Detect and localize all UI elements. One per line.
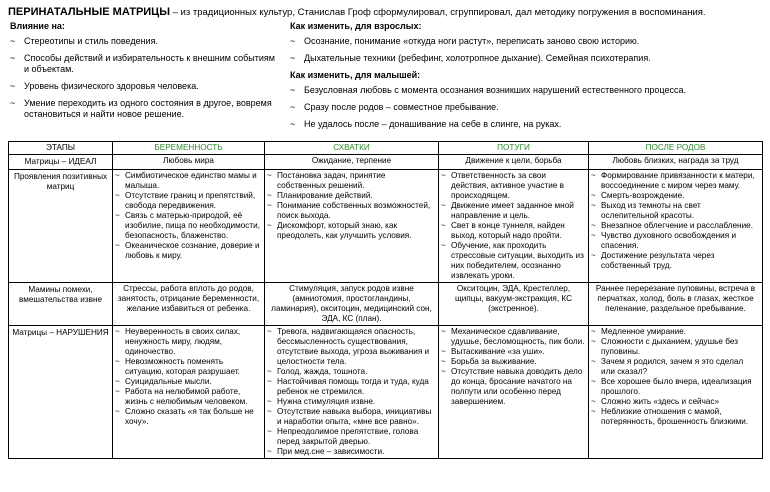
- list-item: ~ Дыхательные техники (ребефинг, холотропное дыхание). Семейная психотерапия.: [290, 53, 651, 63]
- row-label-positive: Проявления позитивных матриц: [9, 170, 113, 283]
- list-item: ~ Сложно сказать «я так больше не хочу».: [115, 407, 254, 426]
- list-item: ~ Способы действий и избирательность к внешним событиям и объектам.: [10, 53, 275, 74]
- table-cell: [439, 326, 589, 459]
- table-cell: [113, 170, 265, 283]
- tilde-bullet-icon: ~: [115, 241, 120, 250]
- row-label-ideal: Матрицы – ИДЕАЛ: [9, 155, 113, 170]
- tilde-bullet-icon: ~: [267, 407, 272, 416]
- list-item: ~ Неуверенность в своих силах, ненужность миру, людям, одиночество.: [115, 327, 241, 356]
- list-item: ~ Тревога, надвигающаяся опасность, бессмысленность существования, отсутствие выхода, угроза выживания и целостности тела.: [267, 327, 430, 366]
- table-cell: [113, 326, 265, 459]
- tilde-bullet-icon: ~: [591, 251, 596, 260]
- tilde-bullet-icon: ~: [441, 357, 446, 366]
- list-item: ~ Внезапное облегчение и расслабление.: [591, 221, 753, 230]
- list-item: ~ Умение переходить из одного состояния в другое, вовремя остановиться и найти новое решение.: [10, 98, 272, 119]
- adults-list: [290, 36, 760, 64]
- list-item: ~ Планирование действий.: [267, 191, 373, 200]
- influence-list: [10, 36, 282, 120]
- tilde-bullet-icon: ~: [591, 337, 596, 346]
- tilde-bullet-icon: ~: [591, 407, 596, 416]
- tilde-bullet-icon: ~: [591, 201, 596, 210]
- column-header-pregnancy: БЕРЕМЕННОСТЬ: [113, 142, 265, 155]
- table-cell: Стрессы, работа вплоть до родов, занятость, отрицание беременности, желание избавиться от ребенка.: [113, 283, 265, 326]
- list-item: ~ Отсутствие навыка выбора, инициативы и наработки опыта, «мне все равно».: [267, 407, 432, 426]
- list-item: ~ Обучение, как проходить стрессовые ситуации, выходить из них победителем, осознанно извлекать уроки.: [441, 241, 584, 280]
- tilde-bullet-icon: ~: [591, 171, 596, 180]
- table-cell: Стимуляция, запуск родов извне (амниотомия, простогландины, ламинария), окситоцин, медицинский сон, ЭДА, КС (план).: [265, 283, 439, 326]
- column-header-contractions: СХВАТКИ: [265, 142, 439, 155]
- table-row-ideal: [9, 155, 763, 170]
- tilde-bullet-icon: ~: [441, 171, 446, 180]
- list-item: ~ Отсутствие навыка доводить дело до конца, бросание начатого на полпути или особенно перед завершением.: [441, 367, 583, 406]
- list-item: ~ Суицидальные мысли.: [115, 377, 212, 386]
- list-item: ~ Симбиотическое единство мамы и малыша.: [115, 171, 257, 190]
- tilde-bullet-icon: ~: [115, 357, 120, 366]
- tilde-bullet-icon: ~: [441, 221, 446, 230]
- list-item: ~ Сложности с дыханием, удушье без пуповины.: [591, 337, 738, 356]
- tilde-bullet-icon: ~: [441, 347, 446, 356]
- cell-list: [591, 327, 759, 427]
- table-cell: Ожидание, терпение: [265, 155, 439, 170]
- cell-list: [441, 327, 585, 407]
- tilde-bullet-icon: ~: [441, 327, 446, 336]
- list-item: ~ Вытаскивание «за уши».: [441, 347, 545, 356]
- tilde-bullet-icon: ~: [441, 367, 446, 376]
- list-item: ~ Достижение результата через собственный труд.: [591, 251, 715, 270]
- tilde-bullet-icon: ~: [441, 241, 446, 250]
- list-item: ~ Голод, жажда, тошнота.: [267, 367, 368, 376]
- list-item: ~ Стереотипы и стиль поведения.: [10, 36, 158, 46]
- kids-heading: Как изменить, для малышей:: [290, 70, 421, 80]
- tilde-bullet-icon: ~: [267, 397, 272, 406]
- list-item: ~ Отсутствие границ и препятствий, свобода передвижения.: [115, 191, 256, 210]
- list-item: ~ Механическое сдавливание, удушье, бесломощность, пик боли.: [441, 327, 585, 346]
- list-item: ~ При мед.сне – зависимости.: [267, 447, 385, 456]
- tilde-bullet-icon: ~: [267, 221, 272, 230]
- tilde-bullet-icon: ~: [591, 221, 596, 230]
- tilde-bullet-icon: ~: [267, 367, 272, 376]
- tilde-bullet-icon: ~: [267, 171, 272, 180]
- list-item: ~ Зачем я родился, зачем я это сделал или сказал?: [591, 357, 744, 376]
- cell-list: [267, 327, 435, 457]
- list-item: ~ Свет в конце туннеля, найден выход, который надо пройти.: [441, 221, 565, 240]
- table-cell: Любовь мира: [113, 155, 265, 170]
- tilde-bullet-icon: ~: [591, 231, 596, 240]
- list-item: ~ Неблизкие отношения с мамой, потерянность, брошенность близкими.: [591, 407, 749, 426]
- tilde-bullet-icon: ~: [115, 211, 120, 220]
- list-item: ~ Невозможность поменять ситуацию, которая разрушает.: [115, 357, 240, 376]
- page-title: ПЕРИНАТАЛЬНЫЕ МАТРИЦЫ: [8, 6, 170, 18]
- tilde-bullet-icon: ~: [10, 36, 16, 46]
- list-item: ~ Безусловная любовь с момента осознания возникших нарушений естественного процесса.: [290, 85, 686, 95]
- table-cell: [589, 326, 763, 459]
- list-item: ~ Не удалось после – донашивание на себе в слинге, на руках.: [290, 119, 562, 129]
- cell-list: [115, 327, 261, 427]
- tilde-bullet-icon: ~: [441, 201, 446, 210]
- table-cell: Движение к цели, борьба: [439, 155, 589, 170]
- list-item: ~ Сложно жить «здесь и сейчас»: [591, 397, 720, 406]
- page-subtitle: – из традиционных культур, Станислав Гроф сформулировал, сгруппировал, дал методику погружения в воспоминания.: [170, 7, 706, 18]
- table-row-disorders: [9, 326, 763, 459]
- list-item: ~ Все хорошее было вчера, идеализация прошлого.: [591, 377, 752, 396]
- row-label-interference: Мамины помехи, вмешательства извне: [9, 283, 113, 326]
- table-cell: Раннее перерезание пуповины, встреча в перчатках, холод, боль в глазах, жесткое пеленание, раздельное пребывание.: [589, 283, 763, 326]
- list-item: ~ Формирование привязанности к матери, воссоединение с миром через маму.: [591, 171, 755, 190]
- kids-list: [290, 85, 760, 130]
- tilde-bullet-icon: ~: [290, 36, 296, 46]
- tilde-bullet-icon: ~: [115, 377, 120, 386]
- influence-heading: Влияние на:: [10, 21, 65, 31]
- tilde-bullet-icon: ~: [115, 191, 120, 200]
- intro-section: [8, 21, 762, 143]
- tilde-bullet-icon: ~: [591, 191, 596, 200]
- list-item: ~ Борьба за выживание.: [441, 357, 537, 366]
- table-cell: Окситоцин, ЭДА, Крестеллер, щипцы, вакуум-экстракция, КС (экстренное).: [439, 283, 589, 326]
- list-item: ~ Уровень физического здоровья человека.: [10, 81, 199, 91]
- cell-list: [591, 171, 759, 271]
- tilde-bullet-icon: ~: [115, 407, 120, 416]
- cell-list: [267, 171, 435, 241]
- table-row-interference: [9, 283, 763, 326]
- row-label-disorders: Матрицы – НАРУШЕНИЯ: [9, 326, 113, 459]
- list-item: ~ Понимание собственных возможностей, поиск выхода.: [267, 201, 431, 220]
- tilde-bullet-icon: ~: [267, 377, 272, 386]
- list-item: ~ Смерть-возрождение.: [591, 191, 685, 200]
- tilde-bullet-icon: ~: [290, 85, 296, 95]
- influence-block: [10, 21, 282, 126]
- list-item: ~ Чувство духовного освобождения и спасения.: [591, 231, 737, 250]
- list-item: ~ Работа на нелюбимой работе, жизнь с нелюбимым человеком.: [115, 387, 248, 406]
- tilde-bullet-icon: ~: [10, 98, 16, 108]
- tilde-bullet-icon: ~: [591, 327, 596, 336]
- adults-heading: Как изменить, для взрослых:: [290, 21, 422, 31]
- column-header-pushing: ПОТУГИ: [439, 142, 589, 155]
- list-item: ~ Движение имеет заданное мной направление и цель.: [441, 201, 574, 220]
- list-item: ~ Океаническое сознание, доверие и любовь к миру.: [115, 241, 260, 260]
- column-header-postpartum: ПОСЛЕ РОДОВ: [589, 142, 763, 155]
- tilde-bullet-icon: ~: [10, 53, 16, 63]
- table-cell: [439, 170, 589, 283]
- tilde-bullet-icon: ~: [591, 377, 596, 386]
- tilde-bullet-icon: ~: [591, 397, 596, 406]
- list-item: ~ Непреодолимое препятствие, голова перед закрытой дверью.: [267, 427, 419, 446]
- list-item: ~ Выход из темноты на свет ослепительной красоты.: [591, 201, 701, 220]
- matrices-table: [8, 141, 763, 459]
- tilde-bullet-icon: ~: [115, 327, 120, 336]
- cell-list: [441, 171, 585, 281]
- stage-header: ЭТАПЫ: [9, 142, 113, 155]
- tilde-bullet-icon: ~: [267, 191, 272, 200]
- list-item: ~ Ответственность за свои действия, активное участие в происходящем.: [441, 171, 564, 200]
- tilde-bullet-icon: ~: [290, 102, 296, 112]
- tilde-bullet-icon: ~: [115, 171, 120, 180]
- list-item: ~ Сразу после родов – совместное пребывание.: [290, 102, 499, 112]
- table-cell: Любовь близких, награда за труд: [589, 155, 763, 170]
- change-block: [290, 21, 760, 136]
- tilde-bullet-icon: ~: [267, 427, 272, 436]
- tilde-bullet-icon: ~: [267, 327, 272, 336]
- table-cell: [589, 170, 763, 283]
- list-item: ~ Дискомфорт, который знаю, как преодолеть, как улучшить условия.: [267, 221, 412, 240]
- tilde-bullet-icon: ~: [290, 53, 296, 63]
- tilde-bullet-icon: ~: [10, 81, 16, 91]
- list-item: ~ Связь с матерью-природой, её изобилие, пища по необходимости, безопасность, блаженство.: [115, 211, 260, 240]
- table-cell: [265, 170, 439, 283]
- list-item: ~ Нужна стимуляция извне.: [267, 397, 376, 406]
- header: [8, 6, 762, 21]
- tilde-bullet-icon: ~: [267, 201, 272, 210]
- tilde-bullet-icon: ~: [267, 447, 272, 456]
- list-item: ~ Осознание, понимание «откуда ноги растут», переписать заново свою историю.: [290, 36, 640, 46]
- list-item: ~ Медленное умирание.: [591, 327, 687, 336]
- tilde-bullet-icon: ~: [290, 119, 296, 129]
- cell-list: [115, 171, 261, 261]
- table-header-row: [9, 142, 763, 155]
- table-cell: [265, 326, 439, 459]
- tilde-bullet-icon: ~: [591, 357, 596, 366]
- table-row-positive: [9, 170, 763, 283]
- list-item: ~ Постановка задач, принятие собственных решений.: [267, 171, 386, 190]
- list-item: ~ Настойчивая помощь тогда и туда, куда ребенок не стремился.: [267, 377, 429, 396]
- tilde-bullet-icon: ~: [115, 387, 120, 396]
